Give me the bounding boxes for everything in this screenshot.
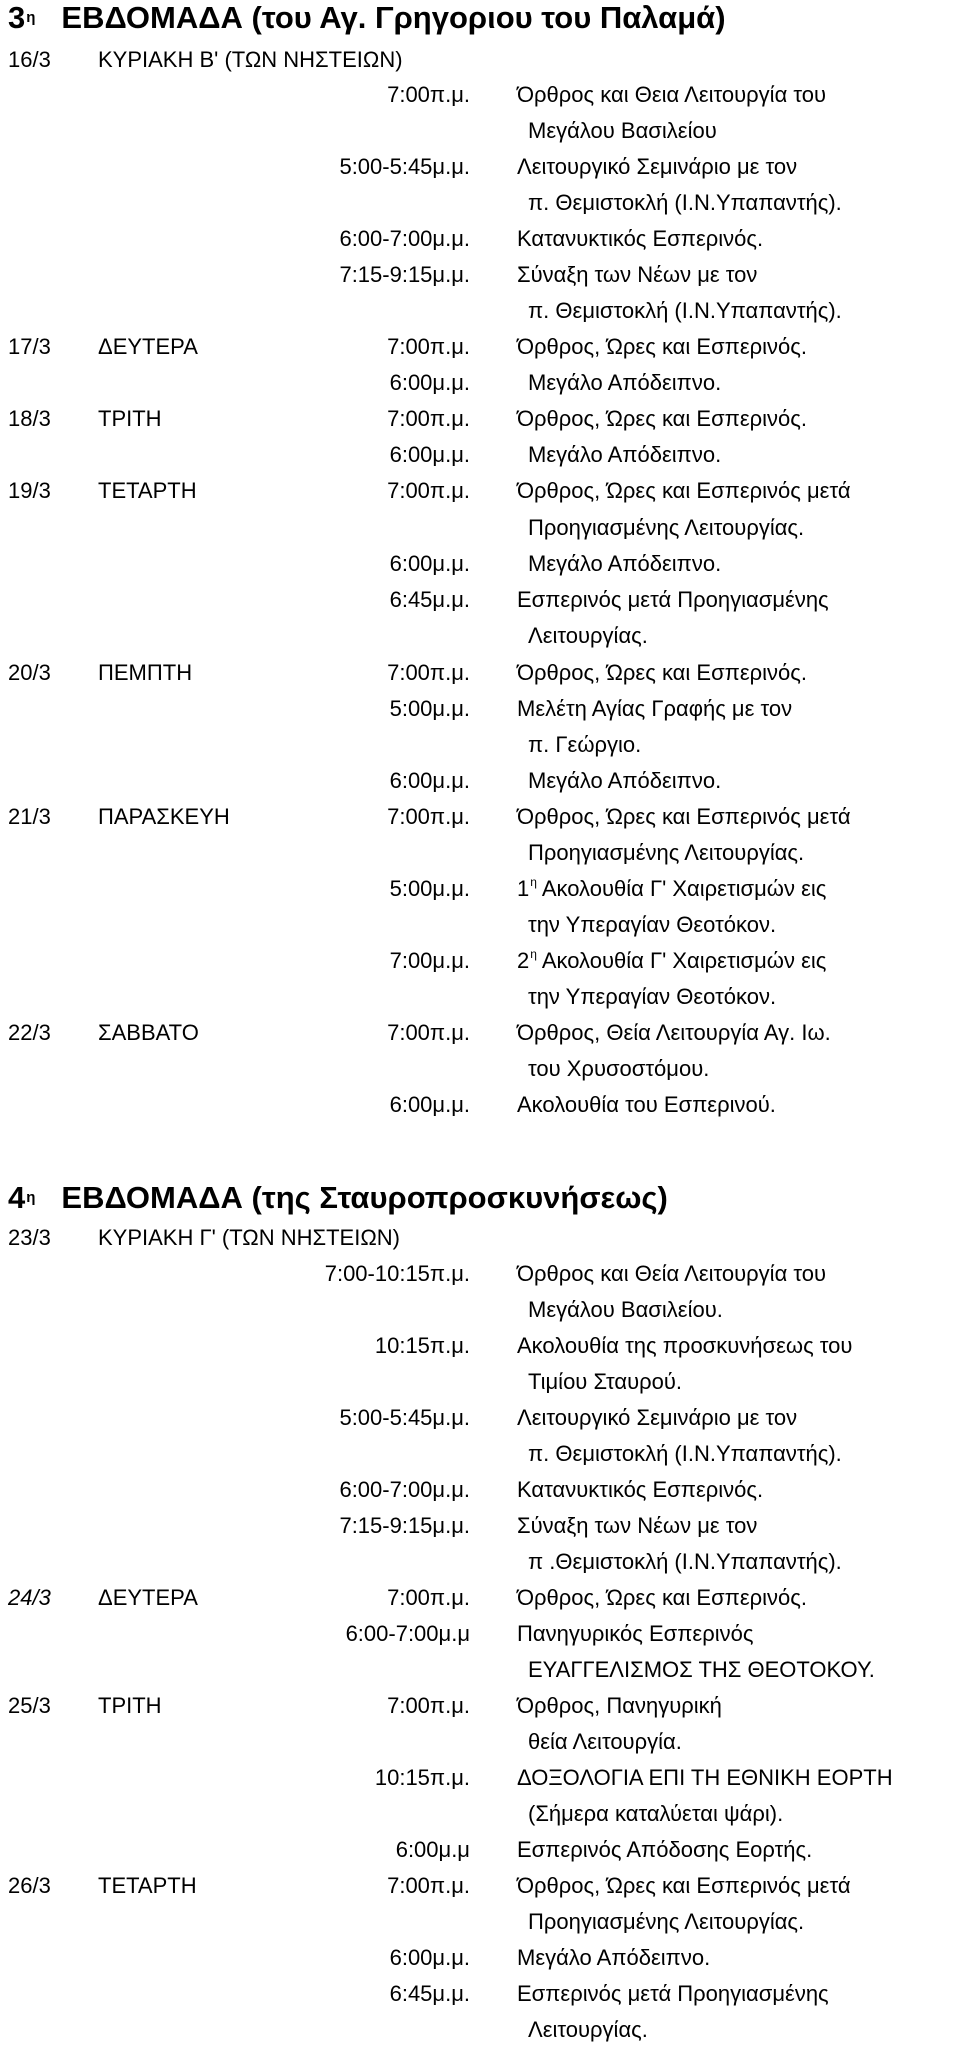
schedule-row	[0, 473, 960, 509]
row-event: Όρθρος και Θεια Λειτουργία του	[517, 82, 827, 107]
row-event: Μεγάλο Απόδειπνο.	[528, 768, 722, 793]
row-time: 7:00π.μ.	[387, 660, 470, 685]
row-event: Όρθρος, Πανηγυρική	[517, 1693, 722, 1718]
schedule-row	[0, 618, 960, 654]
row-time: 6:00-7:00μ.μ	[345, 1621, 470, 1646]
schedule-row	[0, 1256, 960, 1292]
row-event: Όρθρος, Ώρες και Εσπερινός.	[517, 660, 807, 685]
row-event: Προηγιασμένης Λειτουργίας.	[528, 1909, 805, 1934]
row-event: (Σήμερα καταλύεται ψάρι).	[528, 1801, 784, 1826]
schedule-row	[0, 1796, 960, 1832]
row-event: Μελέτη Αγίας Γραφής με τον	[517, 696, 793, 721]
row-time: 7:00π.μ.	[387, 1585, 470, 1610]
row-time: 6:00μ.μ.	[389, 370, 470, 395]
row-event: Μεγάλου Βασιλείου	[528, 118, 717, 143]
row-time: 5:00-5:45μ.μ.	[339, 1405, 470, 1430]
week3-ordinal: η	[26, 9, 36, 26]
row-event: Μεγάλου Βασιλείου.	[528, 1297, 723, 1322]
row-time: 7:15-9:15μ.μ.	[339, 262, 470, 287]
week4-number: 4	[8, 1180, 26, 1215]
row-date: 18/3	[8, 406, 51, 431]
schedule-row	[0, 727, 960, 763]
row-event: Τιμίου Σταυρού.	[528, 1369, 683, 1394]
row-date: 24/3	[8, 1585, 51, 1610]
row-event: Μεγάλο Απόδειπνο.	[528, 370, 722, 395]
row-date: 16/3	[8, 47, 51, 72]
schedule-row	[0, 1364, 960, 1400]
schedule-row	[0, 1616, 960, 1652]
row-event: θεία Λειτουργία.	[528, 1729, 682, 1754]
row-event: Λειτουργίας.	[528, 2017, 648, 2042]
row-event: Προηγιασμένης Λειτουργίας.	[528, 840, 805, 865]
row-event: Μεγάλο Απόδειπνο.	[517, 1945, 711, 1970]
row-event: Όρθρος, Ώρες και Εσπερινός μετά	[517, 478, 851, 503]
row-date: 25/3	[8, 1693, 51, 1718]
schedule-row	[0, 763, 960, 799]
row-event: Όρθρος, Θεία Λειτουργία Αγ. Ιω.	[517, 1020, 831, 1045]
event-text: Ακολουθία Γ' Χαιρετισμών εις	[536, 876, 827, 901]
row-day: ΣΑΒΒΑΤΟ	[98, 1020, 199, 1045]
schedule-row	[0, 1760, 960, 1796]
row-date: 19/3	[8, 478, 51, 503]
row-event: Όρθρος και Θεία Λειτουργία του	[517, 1261, 827, 1286]
row-event: Εσπερινός μετά Προηγιασμένης	[517, 1981, 829, 2006]
row-day: ΤΕΤΑΡΤΗ	[98, 1873, 197, 1898]
row-event	[517, 871, 826, 910]
row-event: την Υπεραγίαν Θεοτόκον.	[528, 984, 777, 1009]
schedule-row	[0, 546, 960, 582]
week3-heading	[8, 0, 726, 36]
event-ordinal-suffix: η	[530, 947, 537, 961]
schedule-row	[0, 113, 960, 149]
row-event: Όρθρος, Ώρες και Εσπερινός.	[517, 1585, 807, 1610]
schedule-row	[0, 365, 960, 401]
schedule-row	[0, 1832, 960, 1868]
schedule-row	[0, 401, 960, 437]
row-day: ΤΡΙΤΗ	[98, 1693, 162, 1718]
row-event: του Χρυσοστόμου.	[528, 1056, 710, 1081]
row-event: Μεγάλο Απόδειπνο.	[528, 551, 722, 576]
schedule-row	[0, 257, 960, 293]
row-event: π. Θεμιστοκλή (Ι.Ν.Υπαπαντής).	[528, 298, 842, 323]
row-day: ΤΡΙΤΗ	[98, 406, 162, 431]
row-time: 7:00π.μ.	[387, 334, 470, 359]
schedule-row	[0, 1940, 960, 1976]
schedule-row	[0, 1472, 960, 1508]
week4-heading	[8, 1180, 668, 1216]
row-time: 5:00-5:45μ.μ.	[339, 154, 470, 179]
row-event: Όρθρος, Ώρες και Εσπερινός μετά	[517, 804, 851, 829]
schedule-row	[0, 1904, 960, 1940]
schedule-row	[0, 835, 960, 871]
row-time: 7:00π.μ.	[387, 478, 470, 503]
row-time: 6:00μ.μ.	[389, 1092, 470, 1117]
schedule-row	[0, 1868, 960, 1904]
schedule-row	[0, 655, 960, 691]
row-time: 5:00μ.μ.	[389, 696, 470, 721]
row-event: Ακολουθία του Εσπερινού.	[517, 1092, 776, 1117]
row-event: την Υπεραγίαν Θεοτόκον.	[528, 912, 777, 937]
row-time: 7:00π.μ.	[387, 82, 470, 107]
row-event: Πανηγυρικός Εσπερινός	[517, 1621, 754, 1646]
row-date: 21/3	[8, 804, 51, 829]
schedule-row	[0, 1544, 960, 1580]
schedule-row	[0, 979, 960, 1015]
row-date: 17/3	[8, 334, 51, 359]
schedule-row	[0, 1292, 960, 1328]
row-day: ΔΕΥΤΕΡΑ	[98, 1585, 198, 1610]
row-time: 7:00π.μ.	[387, 804, 470, 829]
row-event: Ακολουθία της προσκυνήσεως του	[517, 1333, 853, 1358]
row-time: 6:00μ.μ.	[389, 1945, 470, 1970]
row-time: 7:00π.μ.	[387, 1693, 470, 1718]
row-time: 6:45μ.μ.	[389, 1981, 470, 2006]
row-time: 7:00μ.μ.	[389, 948, 470, 973]
row-event: ΔΟΞΟΛΟΓΙΑ ΕΠΙ ΤΗ ΕΘΝΙΚΗ ΕΟΡΤΗ	[517, 1765, 893, 1790]
row-event: Όρθρος, Ώρες και Εσπερινός.	[517, 334, 807, 359]
row-event: Σύναξη των Νέων με τον	[517, 262, 758, 287]
row-event: π .Θεμιστοκλή (Ι.Ν.Υπαπαντής).	[528, 1549, 842, 1574]
row-time: 7:00π.μ.	[387, 406, 470, 431]
row-event: Σύναξη των Νέων με τον	[517, 1513, 758, 1538]
row-event: Εσπερινός μετά Προηγιασμένης	[517, 587, 829, 612]
row-time: 7:00π.μ.	[387, 1873, 470, 1898]
row-event	[517, 943, 826, 982]
schedule-row	[0, 1015, 960, 1051]
row-time: 6:00μ.μ	[395, 1837, 470, 1862]
schedule-row	[0, 1652, 960, 1688]
schedule-row	[0, 221, 960, 257]
schedule-row	[0, 77, 960, 113]
row-event: π. Γεώργιο.	[528, 732, 642, 757]
row-time: 10:15π.μ.	[374, 1333, 470, 1358]
schedule-row	[0, 691, 960, 727]
row-date: 20/3	[8, 660, 51, 685]
schedule-row	[0, 1051, 960, 1087]
schedule-row	[0, 1688, 960, 1724]
schedule-row	[0, 1328, 960, 1364]
schedule-row	[0, 1724, 960, 1760]
schedule-row	[0, 1508, 960, 1544]
schedule-row	[0, 907, 960, 943]
row-time: 6:00μ.μ.	[389, 442, 470, 467]
schedule-row	[0, 42, 960, 78]
row-event: Λειτουργικό Σεμινάριο με τον	[517, 1405, 798, 1430]
schedule-row	[0, 1436, 960, 1472]
schedule-row	[0, 871, 960, 907]
schedule-row	[0, 799, 960, 835]
schedule-row	[0, 2012, 960, 2048]
row-day: ΚΥΡΙΑΚΗ Γ' (ΤΩΝ ΝΗΣΤΕΙΩΝ)	[98, 1225, 400, 1250]
schedule-row	[0, 510, 960, 546]
schedule-row	[0, 1400, 960, 1436]
row-time: 6:45μ.μ.	[389, 587, 470, 612]
row-date: 26/3	[8, 1873, 51, 1898]
row-event: Όρθρος, Ώρες και Εσπερινός μετά	[517, 1873, 851, 1898]
row-event: Κατανυκτικός Εσπερινός.	[517, 1477, 764, 1502]
schedule-row	[0, 329, 960, 365]
row-event: ΕΥΑΓΓΕΛΙΣΜΟΣ ΤΗΣ ΘΕΟΤΟΚΟΥ.	[528, 1657, 875, 1682]
week4-title: ΕΒΔΟΜΑΔΑ (της Σταυροπροσκυνήσεως)	[61, 1180, 668, 1215]
schedule-row	[0, 1220, 960, 1256]
schedule-row	[0, 293, 960, 329]
week4-ordinal: η	[26, 1189, 36, 1206]
row-event: Όρθρος, Ώρες και Εσπερινός.	[517, 406, 807, 431]
event-ordinal-number: 2	[517, 948, 530, 973]
week3-number: 3	[8, 0, 26, 35]
row-day: ΠΕΜΠΤΗ	[98, 660, 193, 685]
row-event: Λειτουργίας.	[528, 623, 648, 648]
event-ordinal-number: 1	[517, 876, 530, 901]
row-event: π. Θεμιστοκλή (Ι.Ν.Υπαπαντής).	[528, 1441, 842, 1466]
schedule-row	[0, 149, 960, 185]
schedule-row	[0, 1976, 960, 2012]
row-day: ΔΕΥΤΕΡΑ	[98, 334, 198, 359]
row-event: Εσπερινός Απόδοσης Εορτής.	[517, 1837, 813, 1862]
schedule-row	[0, 1580, 960, 1616]
row-date: 22/3	[8, 1020, 51, 1045]
row-date: 23/3	[8, 1225, 51, 1250]
row-time: 5:00μ.μ.	[389, 876, 470, 901]
row-time: 7:15-9:15μ.μ.	[339, 1513, 470, 1538]
row-event: Προηγιασμένης Λειτουργίας.	[528, 515, 805, 540]
row-event: Λειτουργικό Σεμινάριο με τον	[517, 154, 798, 179]
schedule-row	[0, 1087, 960, 1123]
row-time: 7:00π.μ.	[387, 1020, 470, 1045]
row-day: ΠΑΡΑΣΚΕΥΗ	[98, 804, 230, 829]
row-day: ΤΕΤΑΡΤΗ	[98, 478, 197, 503]
row-day: ΚΥΡΙΑΚΗ Β' (ΤΩΝ ΝΗΣΤΕΙΩΝ)	[98, 47, 403, 72]
schedule-row	[0, 582, 960, 618]
week3-title: ΕΒΔΟΜΑΔΑ (του Αγ. Γρηγοριου του Παλαμά)	[61, 0, 726, 35]
schedule-row	[0, 943, 960, 979]
row-time: 10:15π.μ.	[374, 1765, 470, 1790]
row-time: 6:00μ.μ.	[389, 551, 470, 576]
schedule-row	[0, 437, 960, 473]
row-time: 6:00-7:00μ.μ.	[339, 226, 470, 251]
row-event: Κατανυκτικός Εσπερινός.	[517, 226, 764, 251]
schedule-row	[0, 185, 960, 221]
event-ordinal-suffix: η	[530, 875, 537, 889]
row-time: 6:00-7:00μ.μ.	[339, 1477, 470, 1502]
row-time: 7:00-10:15π.μ.	[324, 1261, 470, 1286]
row-event: Μεγάλο Απόδειπνο.	[528, 442, 722, 467]
event-text: Ακολουθία Γ' Χαιρετισμών εις	[536, 948, 827, 973]
row-time: 6:00μ.μ.	[389, 768, 470, 793]
row-event: π. Θεμιστοκλή (Ι.Ν.Υπαπαντής).	[528, 190, 842, 215]
